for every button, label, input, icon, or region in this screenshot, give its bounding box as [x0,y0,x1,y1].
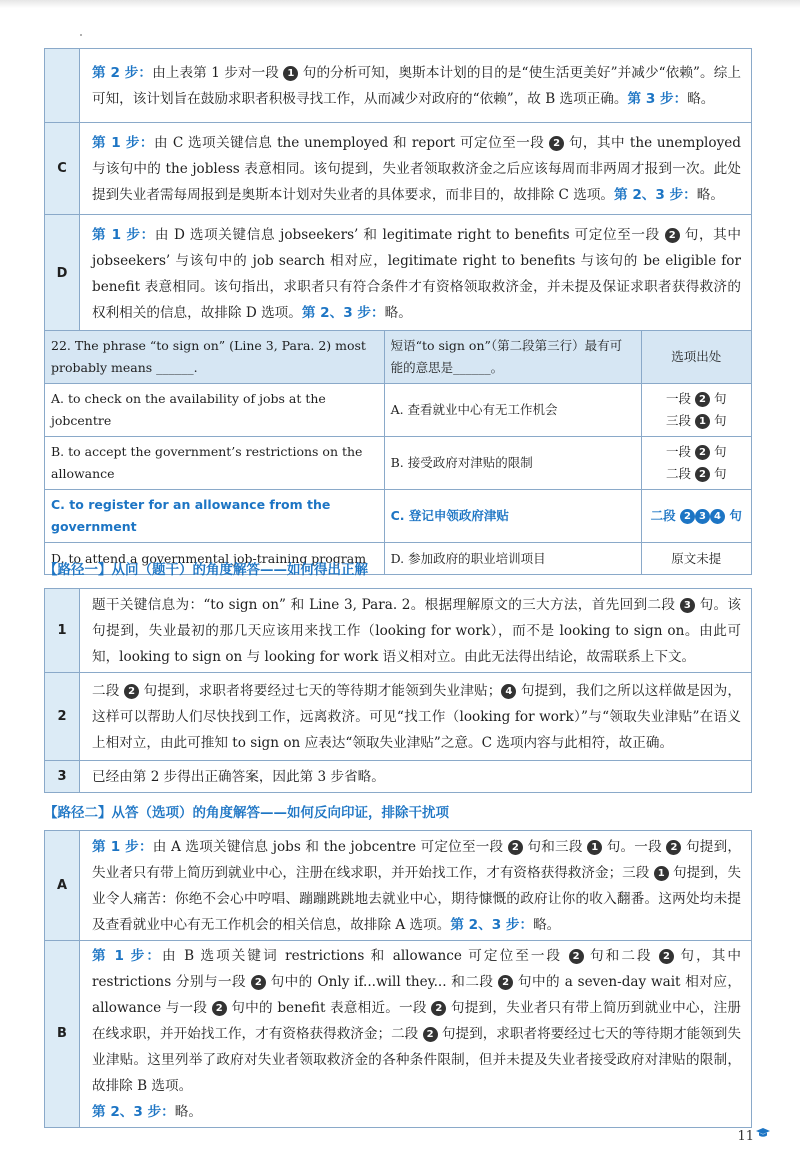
row-label: D [45,215,80,333]
option-source: 二段 2 3 4 句 [641,490,751,543]
question-22-table [44,330,752,575]
row-text: 二段 2 句提到，求职者将要经过七天的等待期才能领到失业津贴； 4 句提到，我们之所以这样做是因为，这样可以帮助人们尽快找到工作，远离救济。可见“找工作（looking for work）”与“领取失业津贴”在语义上相对立，由此可推知 to sign on 应表达“领取失业津贴”之意。C 选项内容与此相符，故正确。 [80,673,752,761]
option-en: D. to attend a governmental job-training program [45,543,385,575]
sentence-number-icon: 2 [695,392,710,407]
row-text: 第 1 步：由 C 选项关键信息 the unemployed 和 report 可定位至一段 2 句，其中 the unemployed 与该句中的 the jobless 表意相同。该句提到，失业者领取救济金之后应该每周而非两周才报到一次。此处提到失业者需每周报到是奥斯本计划对失业者的具体要求，而非目的，故排除 C 选项。第 2、3 步：略。 [80,123,752,215]
option-zh: C. 登记申领政府津贴 [384,490,641,543]
table-row [45,49,752,123]
page-number: 11 [737,1129,754,1144]
sentence-number-icon: 1 [587,840,602,855]
row-label [45,49,80,123]
sentence-number-icon: 2 [498,975,513,990]
sentence-number-icon: 2 [569,949,584,964]
scan-dot [80,34,82,36]
question-en: 22. The phrase “to sign on” (Line 3, Para. 2) most probably means ______. [45,331,385,384]
sentence-number-icon: 2 [666,840,681,855]
sentence-number-icon: 1 [695,414,710,429]
option-en: C. to register for an allowance from the government [45,490,385,543]
row-text: 题干关键信息为：“to sign on” 和 Line 3, Para. 2。根据理解原文的三大方法，首先回到二段 3 句。该句提到，失业最初的那几天应该用来找工作（looking for work），而不是 looking to sign on。由此可知，looking to sign on 与 looking for work 语义相对立。由此无法得出结论，故需联系上下文。 [80,589,752,673]
sentence-number-icon: 1 [654,866,669,881]
source-header: 选项出处 [641,331,751,384]
table-row [45,761,752,793]
row-text: 第 1 步：由 B 选项关键词 restrictions 和 allowance 可定位至一段 2 句和二段 2 句，其中 restrictions 分别与一段 2 句中的 Only if...will they... 和二段 2 句中的 a seven-day wait 相对应，allowance 与一段 2 句中的 benefit 表意相近。一段 2 句提到，失业者只有带上简历到就业中心，注册在线求职，并开始找工作，才有资格获得救济金；二段 2 句提到，求职者将要经过七天的等待期才能领到失业津贴。这里列举了政府对失业者领取救济金的各种条件限制，但并未提及失业者接受政府对津贴的限制，故排除 B 选项。 第 2、3 步：略。 [80,941,752,1128]
sentence-number-icon: 3 [680,598,695,613]
option-row-correct [45,490,752,543]
option-source: 一段 2 句 二段 2 句 [641,437,751,490]
page-top-shade [0,0,800,8]
sentence-number-icon: 2 [695,445,710,460]
row-label: 2 [45,673,80,761]
sentence-number-icon: 2 [431,1001,446,1016]
row-text: 第 1 步：由 A 选项关键信息 jobs 和 the jobcentre 可定位至一段 2 句和三段 1 句。一段 2 句提到，失业者只有带上简历到就业中心，注册在线求职，并开始找工作，才有资格获得救济金；三段 1 句提到，失业令人痛苦：你绝不会心中哼唱、蹦蹦跳跳地去就业中心，期待慷慨的政府让你的收入翻番。这两处均未提及查看就业中心有无工作机会的相关信息，故排除 A 选项。第 2、3 步：略。 [80,831,752,941]
row-label: C [45,123,80,215]
row-label: 1 [45,589,80,673]
option-zh: B. 接受政府对津贴的限制 [384,437,641,490]
row-text: 已经由第 2 步得出正确答案，因此第 3 步省略。 [80,761,752,793]
route-2-title: 【路径二】从答（选项）的角度解答——如何反向印证，排除干扰项 [44,805,449,821]
row-label: B [45,941,80,1128]
option-source: 原文未提 [641,543,751,575]
sentence-number-icon: 2 [212,1001,227,1016]
question-zh: 短语“to sign on”（第二段第三行）最有可能的意思是______。 [384,331,641,384]
row-label: A [45,831,80,941]
option-en: B. to accept the government’s restrictions on the allowance [45,437,385,490]
route-1-table [44,588,752,793]
sentence-number-icon: 2 [251,975,266,990]
row-text: 第 2 步：由上表第 1 步对一段 1 句的分析可知，奥斯本计划的目的是“使生活更美好”并减少“依赖”。综上可知，该计划旨在鼓励求职者积极寻找工作，从而减少对政府的“依赖”，故 B 选项正确。第 3 步：略。 [80,49,752,123]
sentence-number-icon: 4 [710,509,725,524]
option-row [45,384,752,437]
route-1-title: 【路径一】从问（题干）的角度解答——如何得出正解 [44,562,368,578]
sentence-number-icon: 2 [680,509,695,524]
sentence-number-icon: 2 [124,684,139,699]
row-text: 第 1 步：由 D 选项关键信息 jobseekers’ 和 legitimate right to benefits 可定位至一段 2 句，其中 jobseekers’ 与该句中的 job search 相对应，legitimate right to benefits 与该句的 be eligible for benefit 表意相同。该句指出，求职者只有符合条件才有资格领取救济金，并未提及保证求职者获得救济的权利相关的信息，故排除 D 选项。第 2、3 步：略。 [80,215,752,333]
sentence-number-icon: 4 [501,684,516,699]
sentence-number-icon: 2 [508,840,523,855]
option-row [45,437,752,490]
sentence-number-icon: 2 [423,1027,438,1042]
table-row [45,831,752,941]
option-zh: A. 查看就业中心有无工作机会 [384,384,641,437]
table-row [45,941,752,1128]
table-row [45,123,752,215]
option-zh: D. 参加政府的职业培训项目 [384,543,641,575]
sentence-number-icon: 3 [695,509,710,524]
sentence-number-icon: 2 [695,467,710,482]
route-2-table [44,830,752,1128]
sentence-number-icon: 2 [665,228,680,243]
sentence-number-icon: 2 [659,949,674,964]
table-row [45,589,752,673]
table-row [45,673,752,761]
sentence-number-icon: 1 [283,66,298,81]
option-en: A. to check on the availability of jobs at the jobcentre [45,384,385,437]
sentence-number-icon: 2 [549,136,564,151]
table-header-row [45,331,752,384]
row-label: 3 [45,761,80,793]
graduation-cap-icon [756,1128,770,1138]
table-row [45,215,752,333]
option-source: 一段 2 句 三段 1 句 [641,384,751,437]
analysis-table-continued [44,48,752,333]
